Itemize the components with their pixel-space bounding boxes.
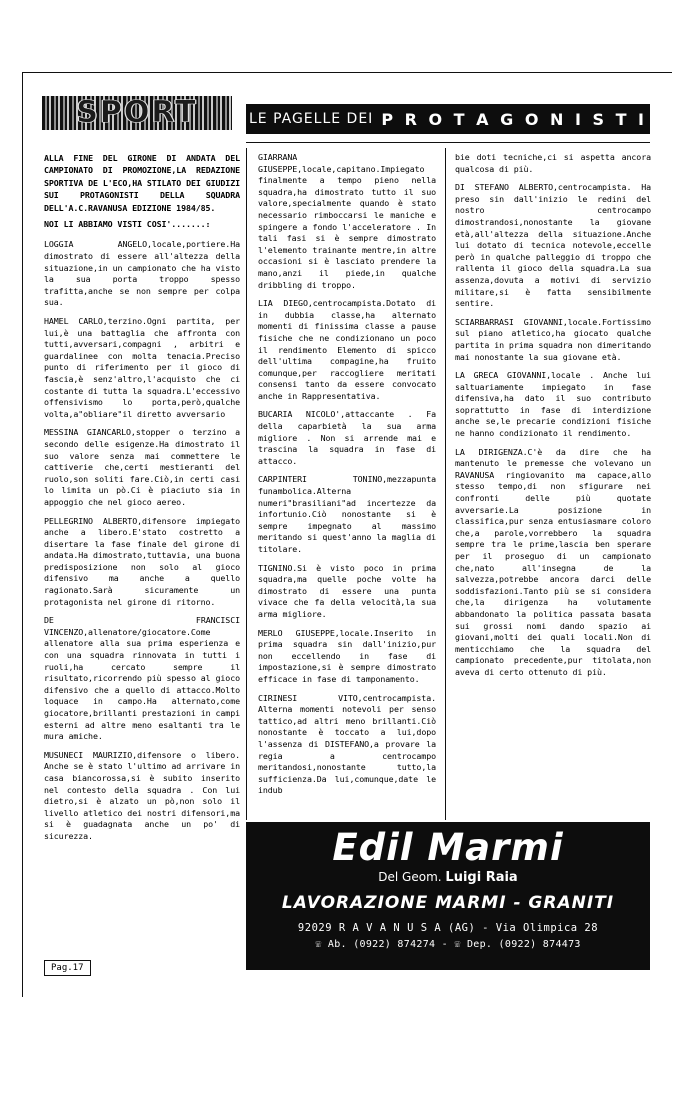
paragraph: HAMEL CARLO,terzino.Ogni partita, per lui,è una battaglia che affronta con tutti,avversari,compagni , arbitri e guardalinee con molta tenacia.Preciso punto di riferimento per il gioco di fascia,è senz'altro,l'acquisto che ci costante di tutta la squadra.L'eccessivo offensivismo lo porta,però,qualche volta,a"obliare"il diretto avversario [44, 316, 240, 419]
banner-lead: LE PAGELLE DEI [248, 111, 374, 127]
advert-address: 92029 R A V A N U S A (AG) - Via Olimpica 28 [297, 922, 599, 934]
column-divider-1 [246, 148, 247, 820]
paragraph: LOGGIA ANGELO,locale,portiere.Ha dimostrato di essere all'altezza della situazione,in un campionato che ha visto la sua porta troppo spesso trafitta,anche se non sempre per colpa sua. [44, 239, 240, 308]
intro-text: ALLA FINE DEL GIRONE DI ANDATA DEL CAMPIONATO DI PROMOZIONE,LA REDAZIONE SPORTIVA DE L'ECO,HA STILATO DEI GIUDIZI SUI PROTAGONISTI DELLA SQUADRA DELL'A.C.RAVANUSA EDIZIONE 1984/85. [44, 153, 240, 213]
section-banner [246, 104, 650, 134]
paragraph: BUCARIA NICOLO',attaccante . Fa della caparbietà la sua arma migliore . Non si arrende mai e trascina la squadra in fase di attacco. [258, 409, 436, 466]
paragraph: MERLO GIUSEPPE,locale.Inserito in prima squadra sin dall'inizio,pur non eccellendo in fase di impostazione,si è sempre dimostrato efficace in fase di tamponamento. [258, 627, 436, 684]
header-rule [246, 142, 650, 143]
paragraph: SCIARBARRASI GIOVANNI,locale.Fortissimo sul piano atletico,ha giocato qualche partita in prima squadra non dimeritando mai nonostante la sua giovane età. [455, 316, 651, 362]
advert-subtitle-name: Luigi Raia [445, 870, 518, 885]
paragraph: MUSUNECI MAURIZIO,difensore o libero. Anche se è stato l'ultimo ad arrivare in casa biancorossa,si è subito inserito nel contesto della squadra . Con lui dietro,si è alzato un pò,non solo il livello atletico dei nostri difensori,ma si è guadagnata anche un po' di sicurezza. [44, 749, 240, 841]
advert-subtitle-pre: Del Geom. [378, 870, 446, 884]
column-divider-2 [445, 148, 446, 820]
page-number-box: Pag.17 [44, 960, 91, 976]
advertisement [246, 822, 650, 970]
paragraph: bie doti tecniche,ci si aspetta ancora qualcosa di più. [455, 152, 651, 174]
article-column-3 [455, 152, 651, 686]
article-column-2 [258, 152, 436, 804]
paragraph: PELLEGRINO ALBERTO,difensore impiegato anche a libero.E'stato costretto a disertare la fase finale del girone di andata.Ha dimostrato,tuttavia, una buona predisposizione non solo al gioco difensivo ma anche a quello ragionato.Sarà sicuramente un protagonista nel girone di ritorno. [44, 515, 240, 607]
advert-subtitle [246, 870, 650, 885]
advert-phone: ☏ Ab. (0922) 874274 - ☏ Dep. (0922) 874473 [315, 939, 581, 950]
article-intro [44, 152, 240, 230]
paragraph: TIGNINO.Si è visto poco in prima squadra,ma quelle poche volte ha dimostrato di essere una punta vivace che fa della velocità,la sua arma migliore. [258, 562, 436, 619]
sport-masthead [42, 96, 232, 130]
advert-services: LAVORAZIONE MARMI - GRANITI [281, 893, 615, 913]
paragraph: DE FRANCISCI VINCENZO,allenatore/giocatore.Come allenatore alla sua prima esperienza e con una squadra rinnovata in tutti i ruoli,ha cercato sempre il risultato,ricorrendo più spesso al gioco difensivo che a quello di attacco.Molto loquace in campo.Ha alternato,come giocatore,brillanti prestazioni in campi esterni ad altre meno esaltanti tra le mura amiche. [44, 615, 240, 742]
paragraph: LA GRECA GIOVANNI,locale . Anche lui saltuariamente impiegato in fase difensiva,ha dato il suo contributo soprattutto in fase di interdizione anche se,le precarie condizioni fisiche ne hanno condizionato il rendimento. [455, 370, 651, 439]
paragraph: DI STEFANO ALBERTO,centrocampista. Ha preso sin dall'inizio le redini del nostro centrocampo dimostrandosi,nonostante la giovane età,all'altezza della situazione.Anche lui dotato di tecnica notevole,eccelle però in qualche palleggio di troppo che rallenta il gioco della squadra.La sua assenza,dovuta a motivi di servizio militare,si è fatta sensibilmente sentire. [455, 182, 651, 309]
paragraph: GIARRANA GIUSEPPE,locale,capitano.Impiegato finalmente a tempo pieno nella squadra,ha dimostrato tutto il suo valore,specialmente quando è stato necessario rimboccarsi le maniche e spingere a fondo l'acceleratore . In tali fasi si è sempre dimostrato l'elemento trainante mentre,in altre occasioni si è lasciato prendere la mano,anzi il piede,in qualche dribbling di troppo. [258, 152, 436, 290]
advert-logo: Edil Marmi [332, 826, 564, 869]
masthead-title: SPORT [76, 96, 198, 130]
article-column-1 [44, 152, 240, 850]
paragraph: LA DIRIGENZA.C'è da dire che ha mantenuto le premesse che volevano un RAVANUSA ringiovanito ma capace,allo stesso tempo,di non sfigurare nei confronti delle più quotate avversarie.La posizione in classifica,pur senza entusiasmare coloro che,a parole,vorrebbero la squadra sempre tra le prime,lascia ben sperare per il proseguo di un campionato che,nato all'insegna de la salvezza,potrebbe ancora darci delle soddisfazioni.Tanto più se si considera che,la dirigenza ha volutamente abbandonato la politica passata basata sui grossi nomi dando spazio ai giovani,molti dei quali locali.Non di menticchiamo che la squadra del campionato precedente,pur titolata,non aveva di certo ottenuto di più. [455, 446, 651, 677]
banner-highlight: P R O T A G O N I S T I [381, 109, 647, 129]
paragraph: CIRINESI VITO,centrocampista. Alterna momenti notevoli per senso tattico,ad altri meno brillanti.Ciò nonostante è toccato a lui,dopo l'assenza di DISTEFANO,a provare la regia a centrocampo meritandosi,nonostante tutto,la sufficienza.Da lui,comunque,date le indub [258, 692, 436, 796]
intro-lastline: NOI LI ABBIAMO VISTI COSI'.......: [44, 219, 211, 230]
paragraph: LIA DIEGO,centrocampista.Dotato di in dubbia classe,ha alternato momenti di finissima classe a pause fisiche che ne condizionano un poco il rendimento Elemento di spicco dell'ultima compagine,ha fruito comunque,per raccogliere meritati consensi tanto da essere convocato anche in Rappresentativa. [258, 298, 436, 401]
paragraph: MESSINA GIANCARLO,stopper o terzino a secondo delle esigenze.Ha dimostrato il suo valore senza mai commettere le cattiverie che,certi mestieranti del ruolo,son soliti fare.Ciò,in certi casi lo limita un pò.Ci è piaciuto sia in appoggio che nel gioco aereo. [44, 427, 240, 507]
paragraph: CARPINTERI TONINO,mezzapunta funambolica.Alterna numeri"brasiliani"ad incertezze da infortunio.Ciò nonostante si è sempre impegnato al massimo meritando si quest'anno la maglia di titolare. [258, 474, 436, 554]
